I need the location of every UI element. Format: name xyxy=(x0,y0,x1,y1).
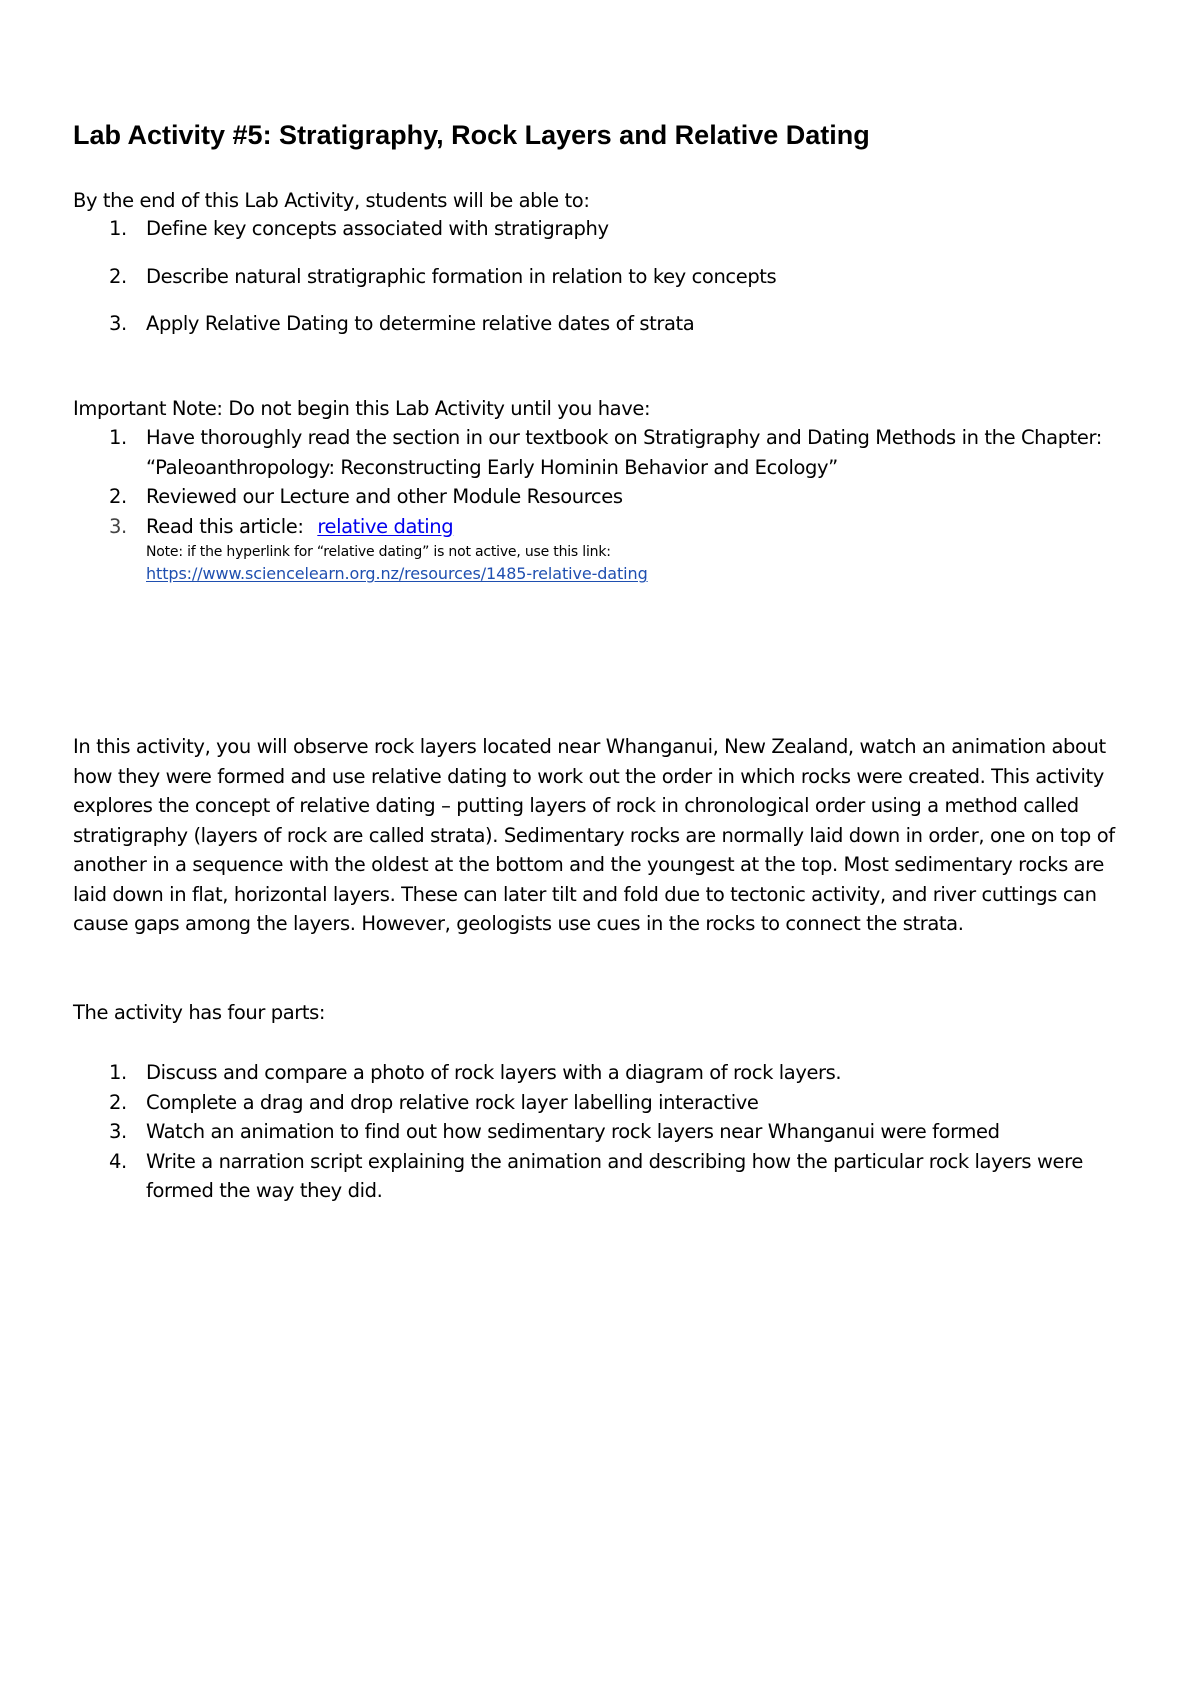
list-number: 4. xyxy=(109,1149,127,1173)
list-item-text: Discuss and compare a photo of rock layers with a diagram of rock layers. xyxy=(146,1061,842,1084)
list-item xyxy=(73,1117,1133,1147)
list-item xyxy=(73,423,1133,482)
list-item-text: Write a narration script explaining the animation and describing how the particular rock layers were formed the way they did. xyxy=(146,1149,1083,1202)
list-item xyxy=(73,262,1133,292)
relative-dating-link[interactable]: relative dating xyxy=(317,514,454,538)
list-item-text: Have thoroughly read the section in our textbook on Stratigraphy and Dating Methods in the Chapter: “Paleoanthropology: Reconstructing Early Hominin Behavior and Ecology” xyxy=(146,426,1102,479)
prerequisites-list xyxy=(73,423,1133,585)
list-number: 1. xyxy=(109,1061,127,1084)
article-url-link[interactable]: https://www.sciencelearn.org.nz/resources/1485-relative-dating xyxy=(146,564,648,583)
list-item-text: Describe natural stratigraphic formation in relation to key concepts xyxy=(146,264,777,288)
list-number: 3. xyxy=(109,312,127,335)
hyperlink-note: Note: if the hyperlink for “relative dating” is not active, use this link: xyxy=(146,544,611,560)
parts-heading: The activity has four parts: xyxy=(73,1001,326,1024)
list-number: 3. xyxy=(109,1120,127,1143)
list-item-text: Define key concepts associated with stratigraphy xyxy=(146,217,609,240)
list-item xyxy=(73,512,1133,586)
list-item-text: Reviewed our Lecture and other Module Resources xyxy=(146,485,623,508)
activity-parts-list xyxy=(73,1058,1133,1206)
list-item xyxy=(73,214,1133,244)
list-item-text: Apply Relative Dating to determine relative dates of strata xyxy=(146,312,695,335)
page-title: Lab Activity #5: Stratigraphy, Rock Layers and Relative Dating xyxy=(73,120,870,150)
list-item-text: Watch an animation to find out how sedimentary rock layers near Whanganui were formed xyxy=(146,1120,1000,1143)
list-item xyxy=(73,482,1133,512)
list-item-text: Read this article: xyxy=(146,514,304,538)
list-number: 2. xyxy=(109,1090,127,1114)
list-item xyxy=(73,1058,1133,1088)
list-item-text: Complete a drag and drop relative rock layer labelling interactive xyxy=(146,1090,759,1114)
list-number: 1. xyxy=(109,217,127,240)
list-item xyxy=(73,309,1133,339)
list-item xyxy=(73,1088,1133,1118)
objectives-intro: By the end of this Lab Activity, students will be able to: xyxy=(73,189,590,212)
activity-paragraph: In this activity, you will observe rock layers located near Whanganui, New Zealand, watch an animation about how they were formed and use relative dating to work out the order in which rocks were created. This activity explores the concept of relative dating – putting layers of rock in chronological order using a method called stratigraphy (layers of rock are called strata). Sedimentary rocks are normally laid down in order, one on top of another in a sequence with the oldest at the bottom and the youngest at the top. Most sedimentary rocks are laid down in flat, horizontal layers. These can later tilt and fold due to tectonic activity, and river cuttings can cause gaps among the layers. However, geologists use cues in the rocks to connect the strata. xyxy=(73,735,1115,935)
important-note-heading: Important Note: Do not begin this Lab Activity until you have: xyxy=(73,397,651,420)
list-number: 3. xyxy=(109,514,127,538)
list-item xyxy=(73,1147,1133,1206)
list-number: 1. xyxy=(109,426,127,449)
objectives-list xyxy=(73,214,1133,357)
list-number: 2. xyxy=(109,264,127,288)
list-number: 2. xyxy=(109,485,127,508)
